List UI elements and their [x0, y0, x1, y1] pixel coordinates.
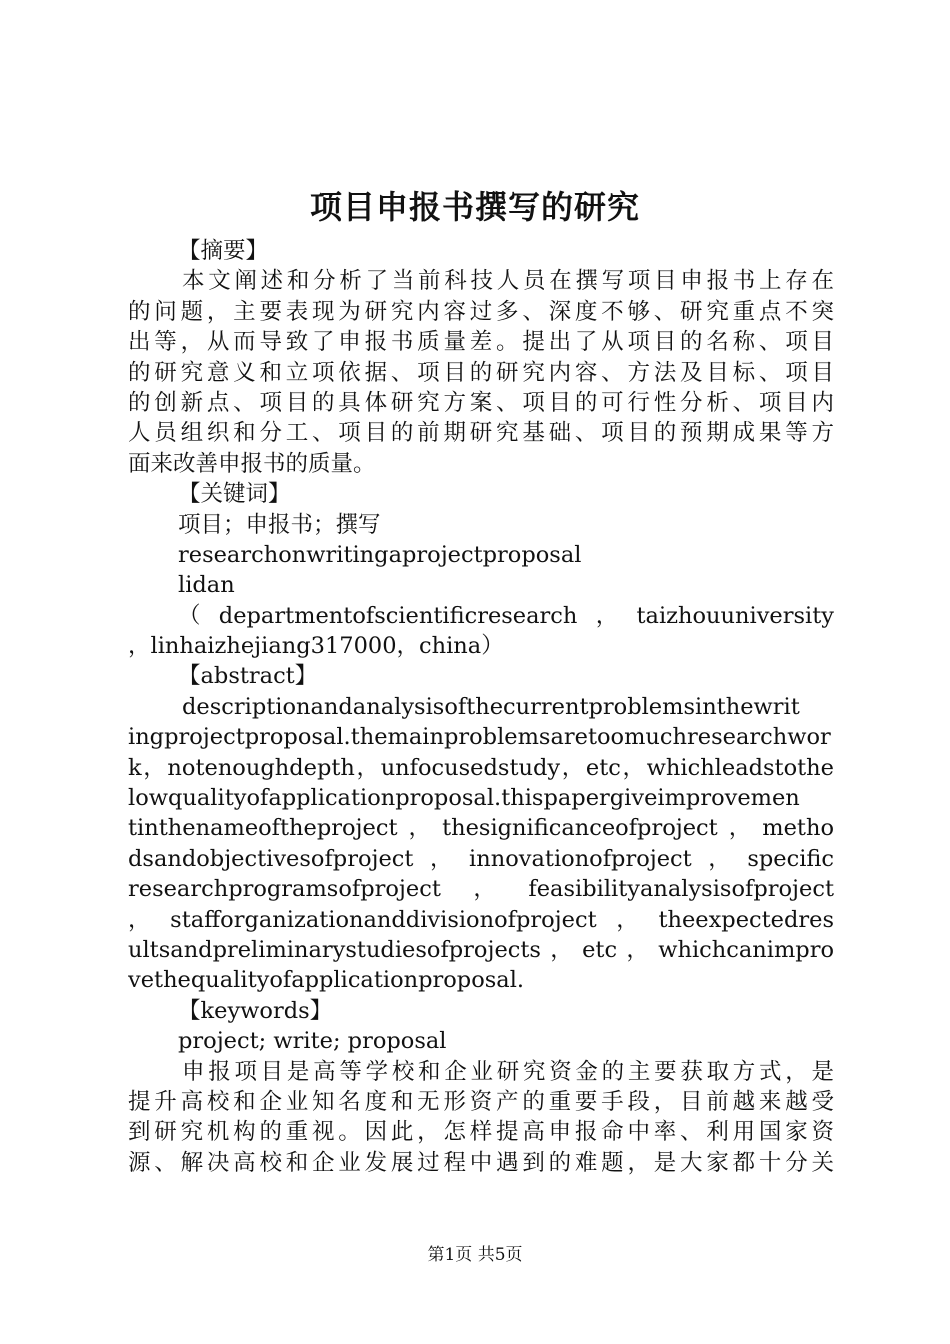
abstract-line: 的问题，主要表现为研究内容过多、深度不够、研究重点不突 [128, 298, 834, 325]
english-abstract-line: ，stafforganizationanddivisionofproject，theexpectedres [128, 906, 834, 933]
keywords-heading: 【关键词】 [178, 481, 291, 508]
english-abstract-line: researchprogramsofproject，feasibilityanalysisofproject [128, 876, 834, 903]
document-title: 项目申报书撰写的研究 [309, 188, 640, 226]
english-keywords-heading: 【keywords】 [178, 997, 333, 1024]
keywords-line: 项目；申报书；撰写 [178, 511, 381, 538]
english-abstract-line: tinthenameoftheproject，thesignificanceofproject，metho [128, 815, 834, 842]
english-abstract-heading: 【abstract】 [178, 663, 318, 690]
english-title: researchonwritingaprojectproposal [178, 541, 582, 568]
english-abstract-line: descriptionandanalysisofthecurrentproblemsinthewrit [182, 693, 800, 720]
english-abstract-line: k，notenoughdepth，unfocusedstudy，etc，whichleadstothe [128, 754, 834, 781]
abstract-line: 面来改善申报书的质量。 [128, 450, 376, 477]
english-abstract-line: vethequalityofapplicationproposal. [128, 967, 525, 994]
english-abstract-line: ingprojectproposal.themainproblemsaretoomuchresearchwor [128, 724, 831, 751]
page-footer: 第1页 共5页 [427, 1245, 523, 1265]
intro-line: 到研究机构的重视。因此，怎样提高申报命中率、利用国家资 [128, 1119, 834, 1146]
author-affiliation: ，linhaizhejiang317000，china） [128, 633, 504, 660]
abstract-line: 出等，从而导致了申报书质量差。提出了从项目的名称、项目 [128, 329, 834, 356]
english-abstract-line: ultsandpreliminarystudiesofprojects，etc，whichcanimpro [128, 936, 834, 963]
intro-line: 源、解决高校和企业发展过程中遇到的难题，是大家都十分关 [128, 1149, 834, 1176]
english-abstract-line: lowqualityofapplicationproposal.thispapergiveimprovemen [128, 785, 800, 812]
document-body [128, 236, 834, 1178]
author-name: lidan [178, 572, 235, 599]
abstract-line: 的创新点、项目的具体研究方案、项目的可行性分析、项目内 [128, 389, 834, 416]
english-keywords-line: project; write; proposal [178, 1028, 447, 1055]
abstract-line: 本文阐述和分析了当前科技人员在撰写项目申报书上存在 [182, 268, 834, 295]
author-affiliation: （departmentofscientificresearch，taizhouuniversity [178, 602, 834, 629]
abstract-heading: 【摘要】 [178, 238, 269, 264]
intro-line: 申报项目是高等学校和企业研究资金的主要获取方式，是 [182, 1058, 834, 1085]
abstract-line: 的研究意义和立项依据、项目的研究内容、方法及目标、项目 [128, 359, 834, 386]
abstract-line: 人员组织和分工、项目的前期研究基础、项目的预期成果等方 [128, 420, 834, 447]
english-abstract-line: dsandobjectivesofproject，innovationofproject，specific [128, 845, 834, 872]
intro-line: 提升高校和企业知名度和无形资产的重要手段，目前越来越受 [128, 1088, 834, 1115]
